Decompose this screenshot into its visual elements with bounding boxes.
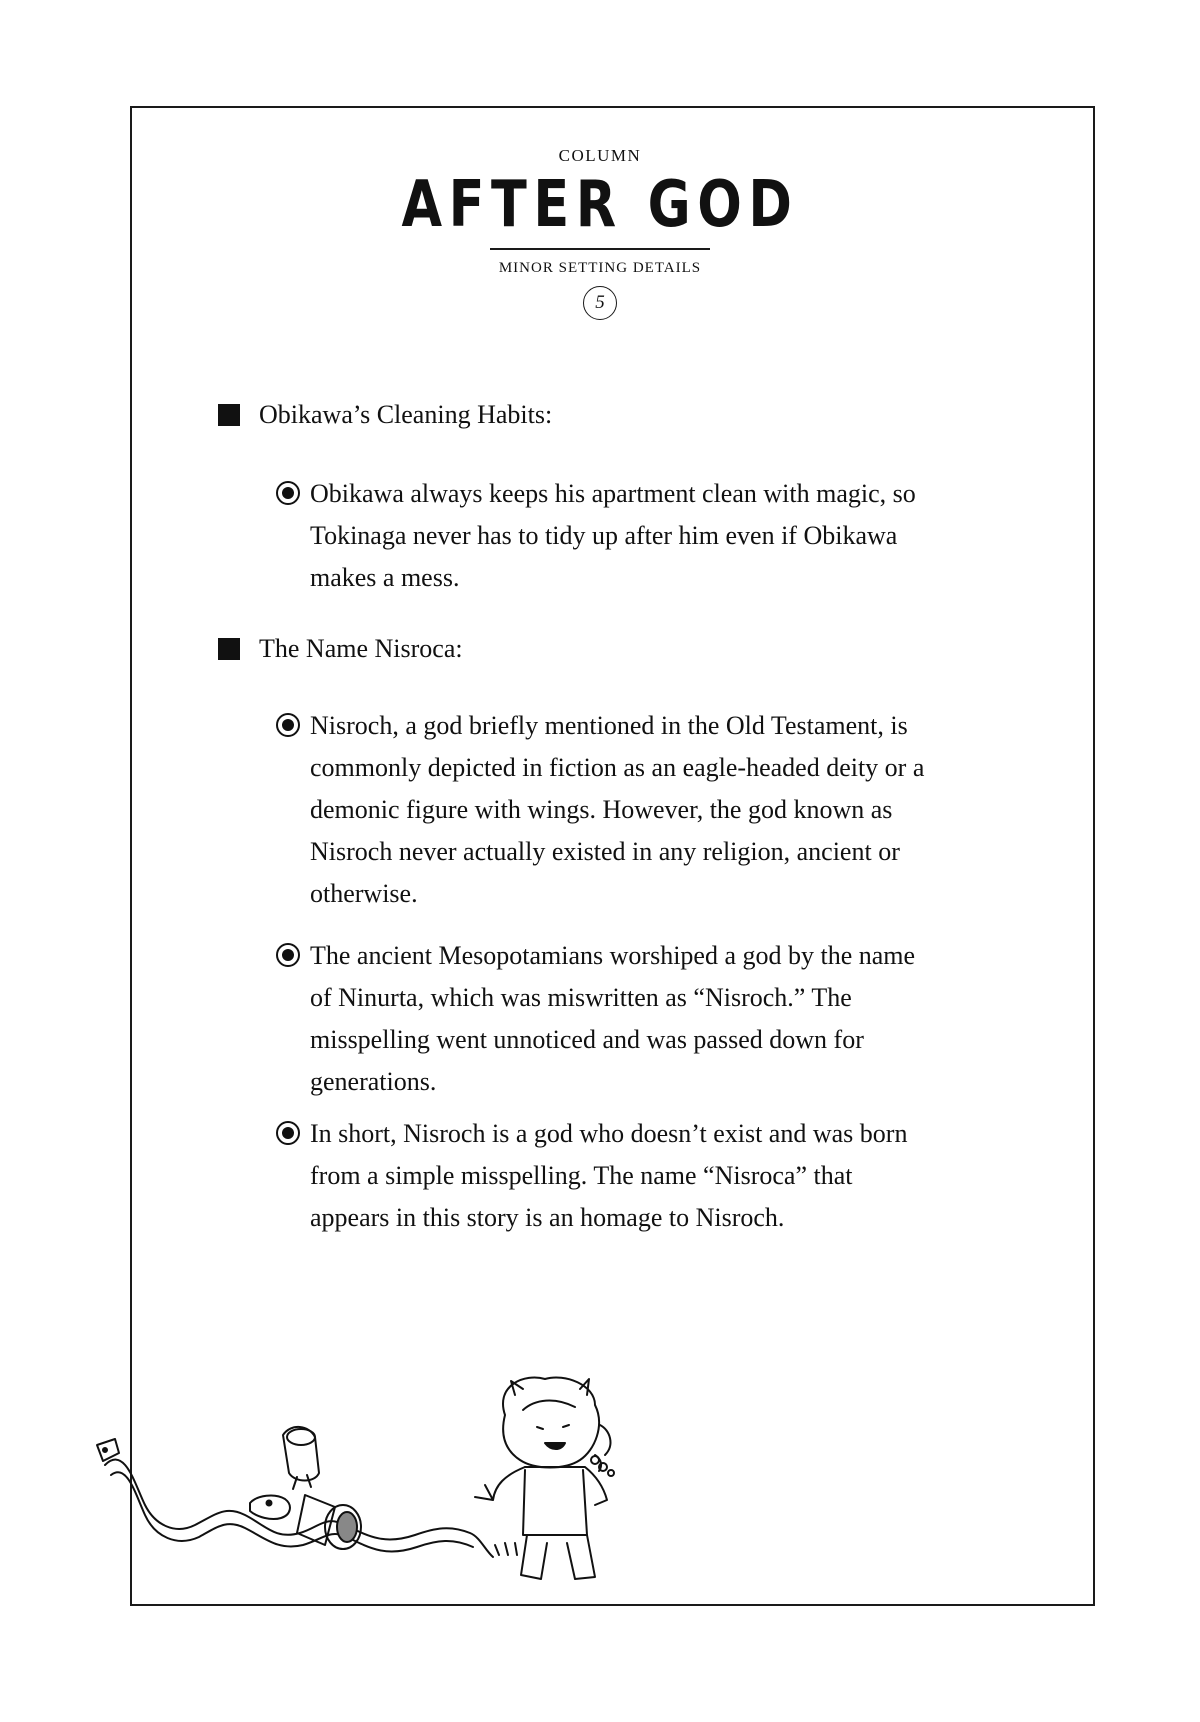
square-bullet-icon (218, 404, 240, 426)
section-heading-cleaning-habits (218, 397, 978, 433)
cleaning-habits-list (218, 473, 978, 599)
circle-bullet-icon (276, 943, 300, 967)
section-heading-text: Obikawa’s Cleaning Habits: (259, 400, 553, 429)
chibi-character-with-snakes-icon (75, 1375, 615, 1610)
page-title: AFTER GOD (401, 168, 799, 242)
list-item-text: In short, Nisroch is a god who doesn’t exist and was born from a simple misspelling. The name “Nisroca” that appears in this story is an homage to Nisroch. (310, 1119, 908, 1232)
section-heading-name-nisroca (218, 631, 978, 667)
list-item-text: The ancient Mesopotamians worshiped a god by the name of Ninurta, which was miswritten as “Nisroch.” The misspelling went unnoticed and was passed down for generations. (310, 941, 916, 1096)
page-subtitle: MINOR SETTING DETAILS (498, 260, 702, 276)
snake-icon (97, 1439, 493, 1557)
section-heading-text: The Name Nisroca: (259, 634, 463, 663)
list-item (276, 935, 978, 1103)
circle-bullet-icon (276, 481, 300, 505)
column-number-badge: 5 (583, 286, 617, 320)
list-item (276, 473, 978, 599)
column-content (218, 397, 978, 1239)
list-item (276, 705, 978, 915)
column-header (0, 146, 1200, 320)
circle-bullet-icon (276, 713, 300, 737)
title-divider (490, 248, 710, 250)
motion-lines-icon (495, 1543, 517, 1555)
column-kicker: COLUMN (558, 146, 642, 165)
list-item (276, 1113, 978, 1239)
square-bullet-icon (218, 638, 240, 660)
list-item-text: Nisroch, a god briefly mentioned in the Old Testament, is commonly depicted in fiction as an eagle-headed deity or a demonic figure with wings. However, the god known as Nisroch never actually existed in any religion, ancient or otherwise. (310, 711, 925, 908)
list-item-text: Obikawa always keeps his apartment clean with magic, so Tokinaga never has to tidy up after him even if Obikawa makes a mess. (310, 479, 916, 592)
circle-bullet-icon (276, 1121, 300, 1145)
name-nisroca-list (218, 705, 978, 1239)
